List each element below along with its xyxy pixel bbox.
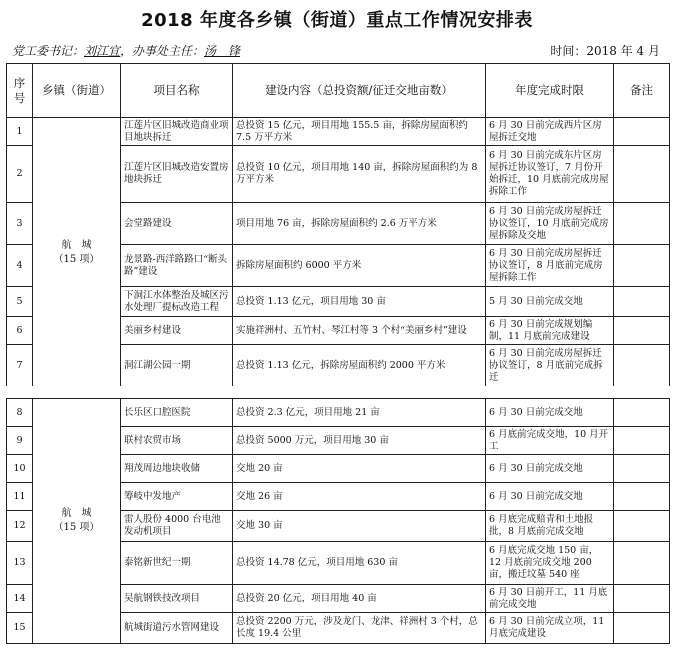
construction-content: 实施祥洲村、五竹村、琴江村等 3 个村“美丽乡村”建设: [233, 317, 486, 345]
construction-content: 总投资 2.3 亿元，项目用地 21 亩: [233, 399, 486, 427]
row-number: 7: [7, 345, 33, 388]
completion-deadline: 6 月 30 日前完成交地: [486, 455, 614, 483]
construction-content: 总投资 20 亿元，项目用地 40 亩: [233, 585, 486, 613]
construction-content: 总投资 1.13 亿元，拆除房屋面积约 2000 平方米: [233, 345, 486, 388]
completion-deadline: 5 月 30 日前完成交地: [486, 287, 614, 317]
project-name: 江莲片区旧城改造安置房地块拆迁: [121, 146, 233, 203]
row-number: 4: [7, 245, 33, 287]
completion-deadline: 6 月 30 日前开工，11 月底前完成交地: [486, 585, 614, 613]
table-row: [7, 118, 670, 146]
project-name: 龙景路-西洋路路口“断头路”建设: [121, 245, 233, 287]
remark-cell: [614, 613, 670, 644]
row-number: 5: [7, 287, 33, 317]
row-number: 1: [7, 118, 33, 146]
town-name: 航 城: [61, 239, 92, 251]
header-deadline: 年度完成时限: [486, 64, 614, 118]
row-number: 15: [7, 613, 33, 644]
remark-cell: [614, 542, 670, 585]
completion-deadline: 6 月底完成交地 150 亩，12 月底前完成交地 200 亩，搬迁坟墓 540 座: [486, 542, 614, 585]
town-cell: [33, 399, 121, 644]
work-table-part2: [6, 398, 670, 644]
secretary-name: 刘江宜: [84, 44, 121, 58]
construction-content: 总投资 10 亿元，项目用地 140 亩，拆除房屋面积约为 8 万平方米: [233, 146, 486, 203]
project-name: 联村农贸市场: [121, 427, 233, 455]
page-break: [0, 386, 674, 397]
header-content: 建设内容（总投资额/征迁交地亩数）: [233, 64, 486, 118]
remark-cell: [614, 203, 670, 245]
leaders-line: [12, 42, 240, 59]
project-name: 美丽乡村建设: [121, 317, 233, 345]
construction-content: 交地 26 亩: [233, 483, 486, 511]
remark-cell: [614, 427, 670, 455]
completion-deadline: 6 月 30 日前完成房屋拆迁协议签订，10 月底前完成房屋拆除及交地: [486, 203, 614, 245]
header-no: 序 号: [7, 64, 33, 118]
construction-content: 交地 30 亩: [233, 511, 486, 542]
header-project: 项目名称: [121, 64, 233, 118]
row-number: 14: [7, 585, 33, 613]
table-header-row: [7, 64, 670, 118]
town-name: 航 城: [61, 508, 92, 519]
project-name: 洞江湖公园一期: [121, 345, 233, 388]
remark-cell: [614, 399, 670, 427]
project-name: 翔茂周边地块收储: [121, 455, 233, 483]
project-name: 长乐区口腔医院: [121, 399, 233, 427]
construction-content: 总投资 2200 万元，涉及龙门、龙津、祥洲村 3 个村，总长度 19.4 公里: [233, 613, 486, 644]
remark-cell: [614, 317, 670, 345]
header-town: 乡镇（街道）: [33, 64, 121, 118]
completion-deadline: 6 月 30 日前完成交地: [486, 483, 614, 511]
director-label: ，办事处主任：: [120, 44, 205, 58]
remark-cell: [614, 118, 670, 146]
project-name: 下洞江水体整治及城区污水处理厂提标改造工程: [121, 287, 233, 317]
row-number: 13: [7, 542, 33, 585]
header-remark: 备注: [614, 64, 670, 118]
work-table-part1: [6, 63, 670, 388]
remark-cell: [614, 511, 670, 542]
date-text: 时间：2018 年 4 月: [550, 44, 660, 58]
director-name: 汤 锋: [204, 44, 241, 58]
project-name: 筹岐中发地产: [121, 483, 233, 511]
secretary-label: 党工委书记：: [12, 44, 85, 58]
project-name: 吴航钢铁技改项目: [121, 585, 233, 613]
completion-deadline: 6 月 30 日前完成交地: [486, 399, 614, 427]
project-name: 泰铭新世纪一期: [121, 542, 233, 585]
construction-content: 总投资 14.78 亿元，项目用地 630 亩: [233, 542, 486, 585]
row-number: 9: [7, 427, 33, 455]
completion-deadline: 6 月 30 日前完成规划编制，11 月底前完成建设: [486, 317, 614, 345]
row-number: 3: [7, 203, 33, 245]
row-number: 12: [7, 511, 33, 542]
completion-deadline: 6 月 30 日前完成东片区房屋拆迁协议签订，7 月份开始拆迁，10 月底前完成房屋拆除工作: [486, 146, 614, 203]
row-number: 10: [7, 455, 33, 483]
town-count: （15 项）: [53, 522, 100, 533]
construction-content: 拆除房屋面积约 6000 平方米: [233, 245, 486, 287]
construction-content: 总投资 5000 万元，项目用地 30 亩: [233, 427, 486, 455]
construction-content: 总投资 15 亿元，项目用地 155.5 亩，拆除房屋面积约 7.5 万平方米: [233, 118, 486, 146]
page-title: 2018 年度各乡镇（街道）重点工作情况安排表: [141, 10, 533, 31]
construction-content: 项目用地 76 亩，拆除房屋面积约 2.6 万平方米: [233, 203, 486, 245]
completion-deadline: 6 月底完成赔青和土地报批，8 月底前完成交地: [486, 511, 614, 542]
row-number: 6: [7, 317, 33, 345]
town-cell: [33, 118, 121, 388]
row-number: 2: [7, 146, 33, 203]
remark-cell: [614, 146, 670, 203]
row-number: 8: [7, 399, 33, 427]
construction-content: 交地 20 亩: [233, 455, 486, 483]
row-number: 11: [7, 483, 33, 511]
completion-deadline: 6 月 30 日前完成房屋拆迁协议签订，8 月底前完成拆迁: [486, 345, 614, 388]
remark-cell: [614, 483, 670, 511]
remark-cell: [614, 287, 670, 317]
project-name: 航城街道污水管网建设: [121, 613, 233, 644]
remark-cell: [614, 245, 670, 287]
remark-cell: [614, 345, 670, 388]
remark-cell: [614, 585, 670, 613]
project-name: 江莲片区旧城改造商业项目地块拆迁: [121, 118, 233, 146]
table-row: [7, 399, 670, 427]
project-name: 雷人股份 4000 台电池发动机项目: [121, 511, 233, 542]
town-count: （15 项）: [53, 253, 100, 265]
remark-cell: [614, 455, 670, 483]
construction-content: 总投资 1.13 亿元，项目用地 30 亩: [233, 287, 486, 317]
completion-deadline: 6 月 30 日前完成房屋拆迁协议签订，8 月底前完成房屋拆除工作: [486, 245, 614, 287]
project-name: 会堂路建设: [121, 203, 233, 245]
completion-deadline: 6 月 30 日前完成西片区房屋拆迁交地: [486, 118, 614, 146]
completion-deadline: 6 月 30 日前完成立项，11 月底完成建设: [486, 613, 614, 644]
completion-deadline: 6 月底前完成交地，10 月开工: [486, 427, 614, 455]
